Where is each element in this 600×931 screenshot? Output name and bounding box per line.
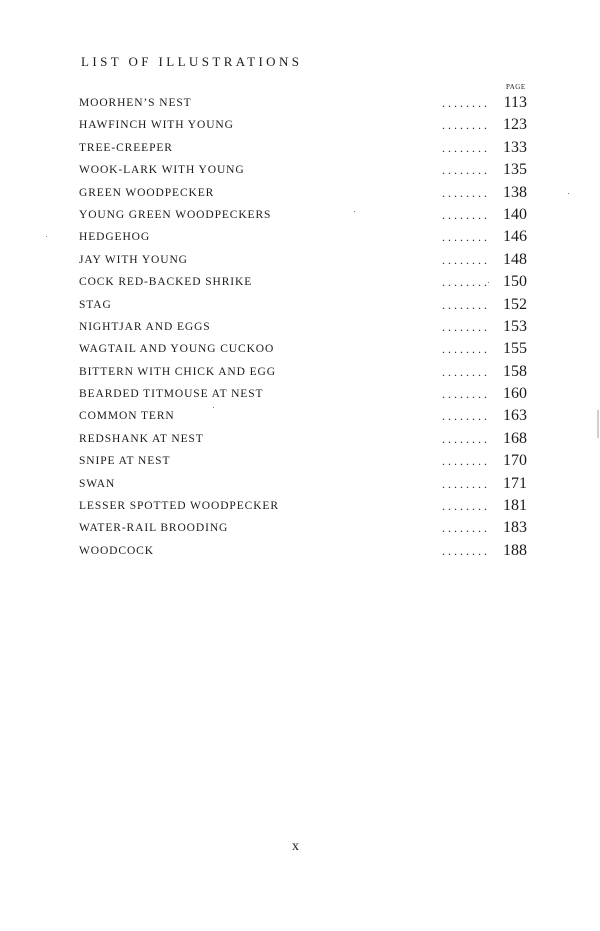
list-item — [79, 182, 527, 204]
list-item — [79, 249, 527, 271]
illustrations-list — [79, 92, 527, 562]
entry-title: HEDGEHOG — [79, 231, 151, 244]
entry-page-number: 113 — [503, 94, 527, 111]
leader-dots: . . . . . . . . — [442, 454, 487, 469]
entry-title: HAWFINCH WITH YOUNG — [79, 119, 234, 132]
leader-dots: . . . . . . . . — [442, 521, 487, 536]
list-item — [79, 204, 527, 226]
list-item — [79, 473, 527, 495]
leader-dots: . . . . . . . . — [442, 476, 487, 491]
list-item — [79, 361, 527, 383]
leader-dots: . . . . . . . . — [442, 118, 487, 133]
leader-dots: . . . . . . . . — [442, 297, 487, 312]
list-item — [79, 495, 527, 517]
entry-page-number: 183 — [503, 519, 527, 537]
entry-title: BITTERN WITH CHICK AND EGG — [79, 365, 276, 378]
leader-dots: . . . . . . . . — [442, 499, 487, 514]
list-item — [79, 540, 527, 562]
list-item — [79, 383, 527, 405]
entry-page-number: 135 — [503, 161, 527, 179]
entry-page-number: 148 — [503, 250, 527, 268]
list-item — [79, 114, 527, 136]
entry-page-number: 181 — [503, 497, 527, 515]
list-item — [79, 92, 527, 114]
entry-title: MOORHEN’S NEST — [79, 97, 192, 109]
entry-page-number: 150 — [503, 273, 527, 291]
entry-page-number: 188 — [503, 541, 527, 559]
entry-page-number: 158 — [503, 362, 527, 380]
leader-dots: . . . . . . . . — [442, 230, 487, 245]
entry-page-number: 155 — [503, 340, 527, 358]
entry-title: TREE-CREEPER — [79, 141, 173, 154]
entry-title: NIGHTJAR AND EGGS — [79, 320, 211, 333]
list-item — [79, 405, 527, 427]
list-item — [79, 137, 527, 159]
entry-title: YOUNG GREEN WOODPECKERS — [79, 208, 272, 221]
leader-dots: . . . . . . . . — [442, 96, 487, 110]
leader-dots: . . . . . . . . — [442, 275, 487, 290]
entry-title: LESSER SPOTTED WOODPECKER — [79, 500, 279, 513]
list-item — [79, 428, 527, 450]
entry-page-number: 140 — [503, 205, 527, 223]
entry-title: BEARDED TITMOUSE AT NEST — [79, 388, 264, 401]
leader-dots: . . . . . . . . — [442, 163, 487, 178]
list-item — [79, 271, 527, 293]
entry-page-number: 160 — [503, 385, 527, 403]
list-item — [79, 226, 527, 248]
entry-title: GREEN WOODPECKER — [79, 186, 215, 199]
leader-dots: . . . . . . . . — [442, 387, 487, 402]
entry-page-number: 170 — [503, 452, 527, 470]
list-item — [79, 159, 527, 181]
leader-dots: . . . . . . . . — [442, 140, 487, 155]
entry-title: WOOK-LARK WITH YOUNG — [79, 164, 245, 177]
page-edge-shadow — [597, 410, 599, 438]
list-item — [79, 294, 527, 316]
entry-page-number: 146 — [503, 228, 527, 246]
page-heading: LIST OF ILLUSTRATIONS — [81, 54, 303, 69]
entry-title: WATER-RAIL BROODING — [79, 522, 229, 535]
entry-page-number: 153 — [503, 317, 527, 335]
entry-title: COCK RED-BACKED SHRIKE — [79, 276, 253, 289]
leader-dots: . . . . . . . . — [442, 342, 487, 357]
paper-speck — [488, 282, 489, 283]
entry-page-number: 138 — [503, 183, 527, 201]
entry-title: REDSHANK AT NEST — [79, 432, 204, 445]
entry-title: WAGTAIL AND YOUNG CUCKOO — [79, 343, 275, 356]
leader-dots: . . . . . . . . — [442, 319, 487, 334]
leader-dots: . . . . . . . . — [442, 185, 487, 200]
paper-speck — [213, 407, 214, 408]
entry-page-number: 152 — [503, 295, 527, 313]
leader-dots: . . . . . . . . — [442, 252, 487, 267]
list-item — [79, 450, 527, 472]
entry-page-number: 168 — [503, 429, 527, 447]
entry-title: JAY WITH YOUNG — [79, 253, 188, 266]
entry-title: WOODCOCK — [79, 544, 154, 557]
paper-speck — [46, 236, 47, 237]
list-item — [79, 316, 527, 338]
entry-page-number: 133 — [503, 138, 527, 156]
leader-dots: . . . . . . . . — [442, 431, 487, 446]
list-item — [79, 517, 527, 539]
leader-dots: . . . . . . . . — [442, 207, 487, 222]
list-item — [79, 338, 527, 360]
entry-title: SWAN — [79, 477, 116, 490]
entry-page-number: 171 — [503, 474, 527, 492]
paper-speck — [354, 211, 355, 212]
page-column-label: PAGE — [506, 83, 526, 91]
entry-page-number: 123 — [503, 116, 527, 134]
page-folio: x — [292, 839, 299, 854]
entry-title: STAG — [79, 298, 112, 311]
paper-speck — [568, 193, 569, 194]
leader-dots: . . . . . . . . — [442, 364, 487, 379]
entry-page-number: 163 — [503, 407, 527, 425]
entry-title: SNIPE AT NEST — [79, 455, 171, 468]
leader-dots: . . . . . . . . — [442, 543, 487, 558]
entry-title: COMMON TERN — [79, 410, 175, 423]
leader-dots: . . . . . . . . — [442, 409, 487, 424]
